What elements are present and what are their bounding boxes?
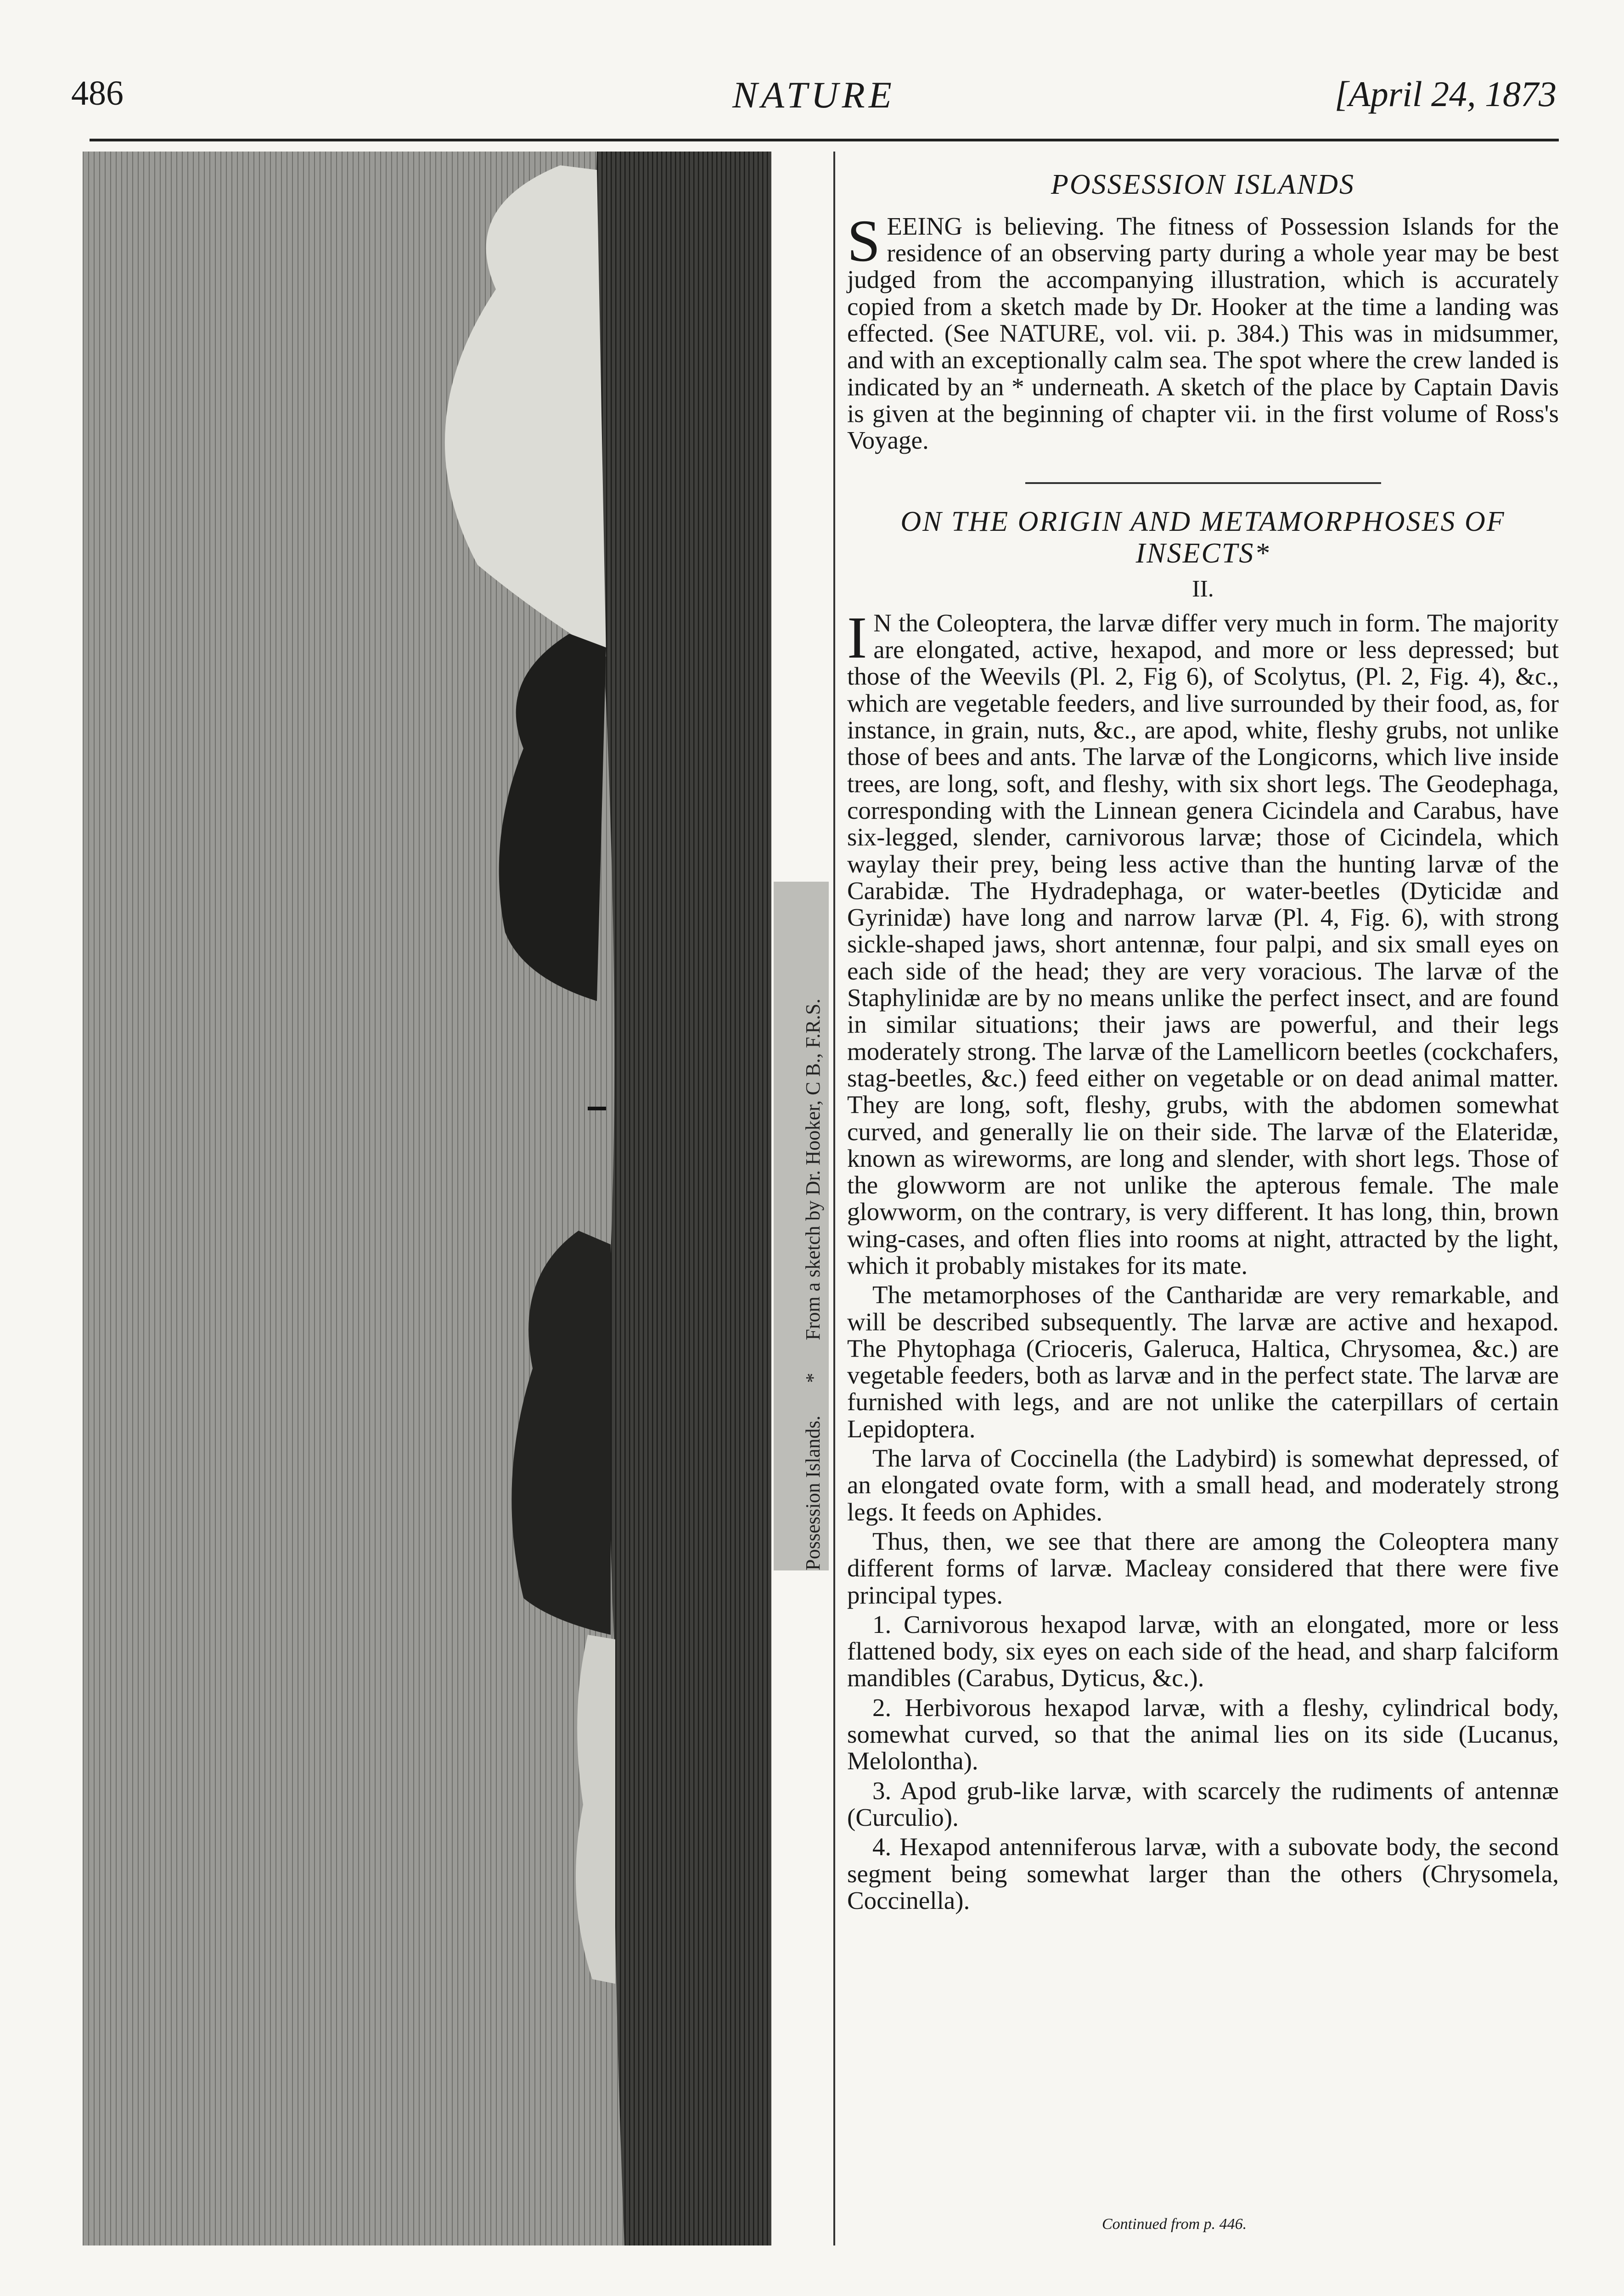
header-rule (90, 139, 1559, 141)
article2-paragraph: Thus, then, we see that there are among the Coleoptera many different forms of larvæ. Macleay considered that there were five principal types. (847, 1527, 1559, 1609)
page-header (71, 73, 1557, 129)
possession-islands-engraving (83, 152, 771, 2245)
caption-asterisk: * (802, 1373, 824, 1383)
article-title-insects-line1: ON THE ORIGIN AND METAMORPHOSES OF (900, 506, 1506, 538)
figure-caption (801, 971, 825, 1570)
footnote: Continued from p. 446. (1102, 2216, 1247, 2233)
article2-list-item: 1. Carnivorous hexapod larvæ, with an elongated, more or less flattened body, six eyes on each side of the head, and sharp falciform mandibles (Carabus, Dyticus, &c.). (847, 1610, 1559, 1692)
journal-title: NATURE (732, 74, 895, 116)
paragraph-text: N the Coleoptera, the larvæ differ very much in form. The majority are elongated, active, hexapod, and more or less depressed; but those of the Weevils (Pl. 2, Fig 6), of Scolytus, (Pl. 2, Fig. 4), &c., which are vegetable feeders, and live surrounded by their food, as, for instance, in grain, nuts, &c., are apod, white, fleshy grubs, not unlike those of bees and ants. The larvæ of the Longicorns, which live inside trees, are long, soft, and fleshy, with six short legs. The Geodephaga, corresponding with the Linnean genera Cicindela and Carabus, have six-legged, slender, carnivorous larvæ; those of Cicindela, which waylay their prey, being less active than the hunting larvæ of the Carabidæ. The Hydradephaga, or water-beetles (Dyticidæ and Gyrinidæ) have long and narrow larvæ (Pl. 4, Fig. 6), with strong sickle-shaped jaws, short antennæ, four palpi, and six small eyes on each side of the head; they are very voracious. The larvæ of the Staphylinidæ are by no means unlike the perfect insect, and are found in similar situations; their jaws are powerful, and their legs moderately strong. The larvæ of the Lamellicorn beetles (cockchafers, stag-beetles, &c.) feed either on vegetable or on dead animal matter. They are long, soft, fleshy, grubs, with the abdomen somewhat curved, and generally lie on their side. The larvæ of the Elateridæ, known as wireworms, are long and slender, with short legs. Those of the glowworm are not unlike the apterous female. The male glowworm, on the contrary, is very different. It has long, thin, brown wing-cases, and often flies into rooms at night, attracted by the light, which it probably mistakes for its mate. (847, 608, 1559, 1279)
issue-date: [April 24, 1873 (1334, 74, 1557, 114)
sea-hatching (594, 152, 771, 2245)
article2-paragraph: The larva of Coccinella (the Ladybird) is somewhat depressed, of an elongated ovate form, with a small head, and moderately strong legs. It feeds on Aphides. (847, 1444, 1559, 1526)
text-column (847, 170, 1559, 1917)
caption-label: Possession Islands. (802, 1415, 824, 1570)
article2-list-item: 2. Herbivorous hexapod larvæ, with a fleshy, cylindrical body, somewhat curved, so that the animal lies on its side (Lucanus, Melolontha). (847, 1693, 1559, 1775)
dropcap-s: S (847, 208, 881, 274)
caption-credit: From a sketch by Dr. Hooker, C B., F.R.S. (802, 998, 824, 1340)
column-rule (833, 152, 835, 2245)
article2-list-item: 3. Apod grub-like larvæ, with scarcely the rudiments of antennæ (Curculio). (847, 1776, 1559, 1831)
figure-caption-strip (774, 882, 829, 1570)
article1-text: EEING is believing. The fitness of Possession Islands for the residence of an observing party during a whole year may be best judged from the accompanying illustration, which is accurately copied from a sketch made by Dr. Hooker at the time a landing was effected. (See NATURE, vol. vii. p. 384.) This was in midsummer, and with an exceptionally calm sea. The spot where the crew landed is indicated by an * underneath. A sketch of the place by Captain Davis is given at the beginning of chapter vii. in the first volume of Ross's Voyage. (847, 212, 1559, 455)
article-title-insects-line2: INSECTS* (1135, 537, 1270, 569)
article1-body (847, 208, 1559, 455)
article2-paragraph: The metamorphoses of the Cantharidæ are very remarkable, and will be described subsequently. The larvæ are active and hexapod. The Phytophaga (Crioceris, Galeruca, Haltica, Chrysomea, &c.) are vegetable feeders, both as larvæ and in the perfect state. The larvæ are furnished with legs, and are not unlike the caterpillars of certain Lepidoptera. (847, 1281, 1559, 1443)
article2-list-item: 4. Hexapod antenniferous larvæ, with a subovate body, the second segment being somewhat larger than the others (Chrysomela, Coccinella). (847, 1833, 1559, 1914)
engraving-image (83, 152, 771, 2245)
landing-boat (588, 1107, 606, 1110)
page-number: 486 (71, 74, 124, 113)
article-title-possession-islands: POSSESSION ISLANDS (1051, 169, 1355, 200)
dropcap-i: I (847, 604, 867, 671)
article2-paragraph (847, 604, 1559, 1279)
article-part-number: II. (1192, 575, 1214, 602)
article-separator (1025, 482, 1381, 484)
